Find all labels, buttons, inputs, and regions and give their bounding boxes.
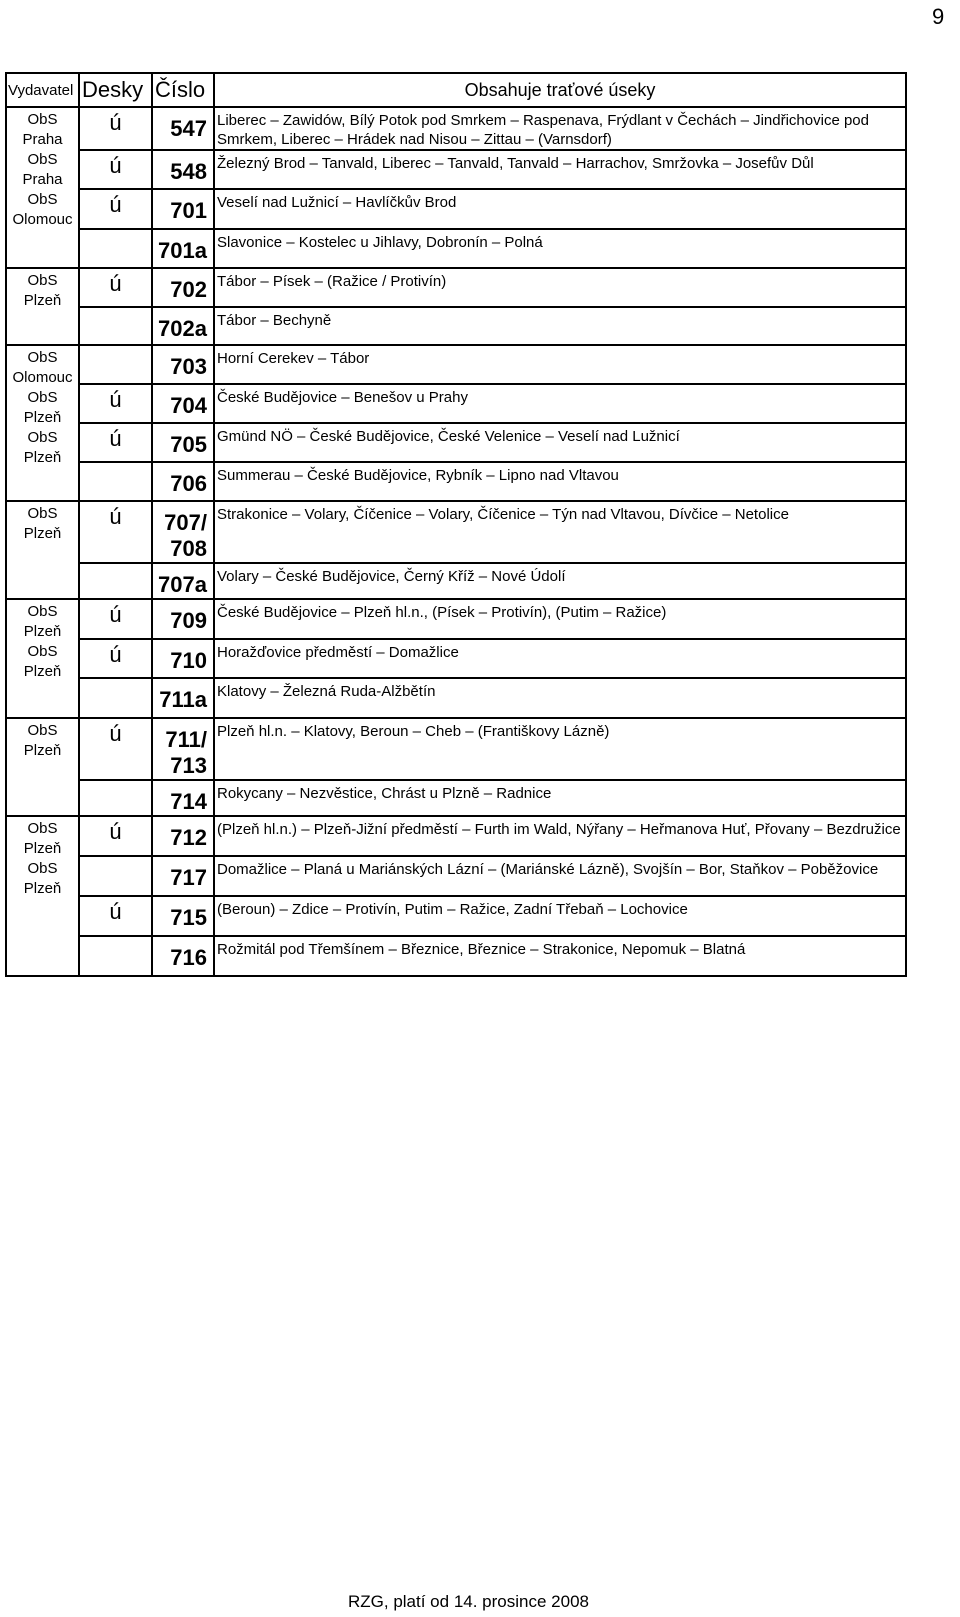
cislo-cell: 712: [152, 816, 214, 856]
publisher-name: ObS: [27, 603, 58, 620]
cislo-cell: 548: [152, 150, 214, 189]
desky-cell: ú: [79, 718, 152, 780]
publisher-name: ObS: [27, 389, 58, 406]
table-row: [6, 563, 906, 599]
header-desky: Desky: [79, 73, 152, 107]
useky-cell: Gmünd NÖ – České Budějovice, České Velenice – Veselí nad Lužnicí: [214, 423, 906, 462]
table-row: [6, 718, 906, 780]
page-number: 9: [932, 4, 945, 29]
header-row: [6, 73, 906, 107]
table-row: [6, 936, 906, 976]
desky-cell: ú: [79, 423, 152, 462]
useky-cell: Klatovy – Železná Ruda-Alžbětín: [214, 678, 906, 718]
table-row: [6, 423, 906, 462]
cislo-cell: 711a: [152, 678, 214, 718]
desky-cell: ú: [79, 599, 152, 639]
cislo-cell: 547: [152, 107, 214, 150]
table-row: [6, 780, 906, 816]
cislo-cell: 707a: [152, 563, 214, 599]
table-row: [6, 345, 906, 384]
table-row: [6, 107, 906, 150]
cislo-cell: 707/ 708: [152, 501, 214, 563]
table-row: [6, 189, 906, 229]
desky-cell: [79, 307, 152, 345]
desky-cell: ú: [79, 816, 152, 856]
publisher-name: Plzeň: [23, 623, 62, 640]
useky-cell: Veselí nad Lužnicí – Havlíčkův Brod: [214, 189, 906, 229]
useky-cell: České Budějovice – Benešov u Prahy: [214, 384, 906, 423]
useky-cell: (Plzeň hl.n.) – Plzeň-Jižní předměstí – Furth im Wald, Nýřany – Heřmanova Huť, Přovany – Bezdružice: [214, 816, 906, 856]
publisher-cell: [6, 816, 79, 976]
desky-cell: ú: [79, 268, 152, 307]
publisher-cell: [6, 268, 79, 345]
useky-cell: České Budějovice – Plzeň hl.n., (Písek – Protivín), (Putim – Ražice): [214, 599, 906, 639]
useky-cell: Strakonice – Volary, Číčenice – Volary, Číčenice – Týn nad Vltavou, Dívčice – Netolice: [214, 501, 906, 563]
cislo-cell: 703: [152, 345, 214, 384]
cislo-cell: 701: [152, 189, 214, 229]
publisher-name: Plzeň: [23, 663, 62, 680]
header-vydavatel: Vydavatel: [6, 73, 79, 107]
desky-cell: [79, 678, 152, 718]
desky-cell: ú: [79, 896, 152, 936]
desky-cell: [79, 229, 152, 268]
publisher-name: ObS: [27, 272, 58, 289]
table-row: [6, 856, 906, 896]
cislo-cell: 701a: [152, 229, 214, 268]
publisher-cell: [6, 501, 79, 599]
table-row: [6, 384, 906, 423]
publisher-name: Plzeň: [23, 742, 62, 759]
cislo-cell: 716: [152, 936, 214, 976]
cislo-cell: 714: [152, 780, 214, 816]
desky-cell: [79, 936, 152, 976]
publisher-name: Plzeň: [23, 525, 62, 542]
useky-cell: Rožmitál pod Třemšínem – Březnice, Březnice – Strakonice, Nepomuk – Blatná: [214, 936, 906, 976]
table-row: [6, 462, 906, 501]
publisher-name: Praha: [22, 131, 63, 148]
table-row: [6, 150, 906, 189]
cislo-cell: 710: [152, 639, 214, 678]
cislo-cell: 717: [152, 856, 214, 896]
useky-cell: Tábor – Písek – (Ražice / Protivín): [214, 268, 906, 307]
publisher-name: Plzeň: [23, 409, 62, 426]
publisher-name: Plzeň: [23, 840, 62, 857]
publisher-name: Plzeň: [23, 292, 62, 309]
useky-cell: Plzeň hl.n. – Klatovy, Beroun – Cheb – (Františkovy Lázně): [214, 718, 906, 780]
publisher-name: ObS: [27, 349, 58, 366]
publisher-name: ObS: [27, 191, 58, 208]
table-row: [6, 268, 906, 307]
publisher-name: Plzeň: [23, 449, 62, 466]
publisher-name: Praha: [22, 171, 63, 188]
useky-cell: Horní Cerekev – Tábor: [214, 345, 906, 384]
publisher-name: ObS: [27, 860, 58, 877]
publisher-name: Olomouc: [12, 369, 73, 386]
publisher-name: ObS: [27, 111, 58, 128]
table-body: [6, 107, 906, 976]
desky-cell: ú: [79, 639, 152, 678]
publisher-name: ObS: [27, 429, 58, 446]
publisher-cell: [6, 345, 79, 501]
publisher-cell: [6, 599, 79, 718]
desky-cell: ú: [79, 150, 152, 189]
desky-cell: ú: [79, 501, 152, 563]
publisher-name: Olomouc: [12, 211, 73, 228]
cislo-cell: 711/ 713: [152, 718, 214, 780]
table-row: [6, 599, 906, 639]
useky-cell: Liberec – Zawidów, Bílý Potok pod Smrkem – Raspenava, Frýdlant v Čechách – Jindřichovice pod Smrkem, Liberec – Hrádek nad Nisou – Zittau – (Varnsdorf): [214, 107, 906, 150]
useky-cell: Domažlice – Planá u Mariánských Lázní – (Mariánské Lázně), Svojšín – Bor, Staňkov – Poběžovice: [214, 856, 906, 896]
desky-cell: [79, 780, 152, 816]
table-row: [6, 816, 906, 856]
desky-cell: [79, 563, 152, 599]
header-useky: Obsahuje traťové úseky: [214, 73, 906, 107]
desky-cell: [79, 856, 152, 896]
useky-cell: Summerau – České Budějovice, Rybník – Lipno nad Vltavou: [214, 462, 906, 501]
table-row: [6, 896, 906, 936]
footer: RZG, platí od 14. prosince 2008: [348, 1592, 589, 1611]
publisher-name: ObS: [27, 505, 58, 522]
table-row: [6, 678, 906, 718]
cislo-cell: 704: [152, 384, 214, 423]
cislo-cell: 702a: [152, 307, 214, 345]
cislo-cell: 705: [152, 423, 214, 462]
cislo-cell: 709: [152, 599, 214, 639]
header-cislo: Číslo: [152, 73, 214, 107]
table-row: [6, 229, 906, 268]
useky-cell: Železný Brod – Tanvald, Liberec – Tanvald, Tanvald – Harrachov, Smržovka – Josefův Důl: [214, 150, 906, 189]
desky-cell: ú: [79, 189, 152, 229]
cislo-cell: 702: [152, 268, 214, 307]
cislo-cell: 706: [152, 462, 214, 501]
useky-cell: Volary – České Budějovice, Černý Kříž – Nové Údolí: [214, 563, 906, 599]
desky-cell: [79, 462, 152, 501]
table-row: [6, 501, 906, 563]
publisher-name: ObS: [27, 722, 58, 739]
useky-cell: Horažďovice předměstí – Domažlice: [214, 639, 906, 678]
publisher-name: Plzeň: [23, 880, 62, 897]
table-row: [6, 639, 906, 678]
useky-cell: Tábor – Bechyně: [214, 307, 906, 345]
publisher-name: ObS: [27, 820, 58, 837]
publisher-cell: [6, 718, 79, 816]
cislo-cell: 715: [152, 896, 214, 936]
desky-cell: [79, 345, 152, 384]
useky-cell: Slavonice – Kostelec u Jihlavy, Dobronín – Polná: [214, 229, 906, 268]
publisher-cell: [6, 107, 79, 268]
track-sections-table: [5, 72, 907, 977]
publisher-name: ObS: [27, 643, 58, 660]
desky-cell: ú: [79, 384, 152, 423]
table-row: [6, 307, 906, 345]
useky-cell: (Beroun) – Zdice – Protivín, Putim – Ražice, Zadní Třebaň – Lochovice: [214, 896, 906, 936]
publisher-name: ObS: [27, 151, 58, 168]
desky-cell: ú: [79, 107, 152, 150]
useky-cell: Rokycany – Nezvěstice, Chrást u Plzně – Radnice: [214, 780, 906, 816]
